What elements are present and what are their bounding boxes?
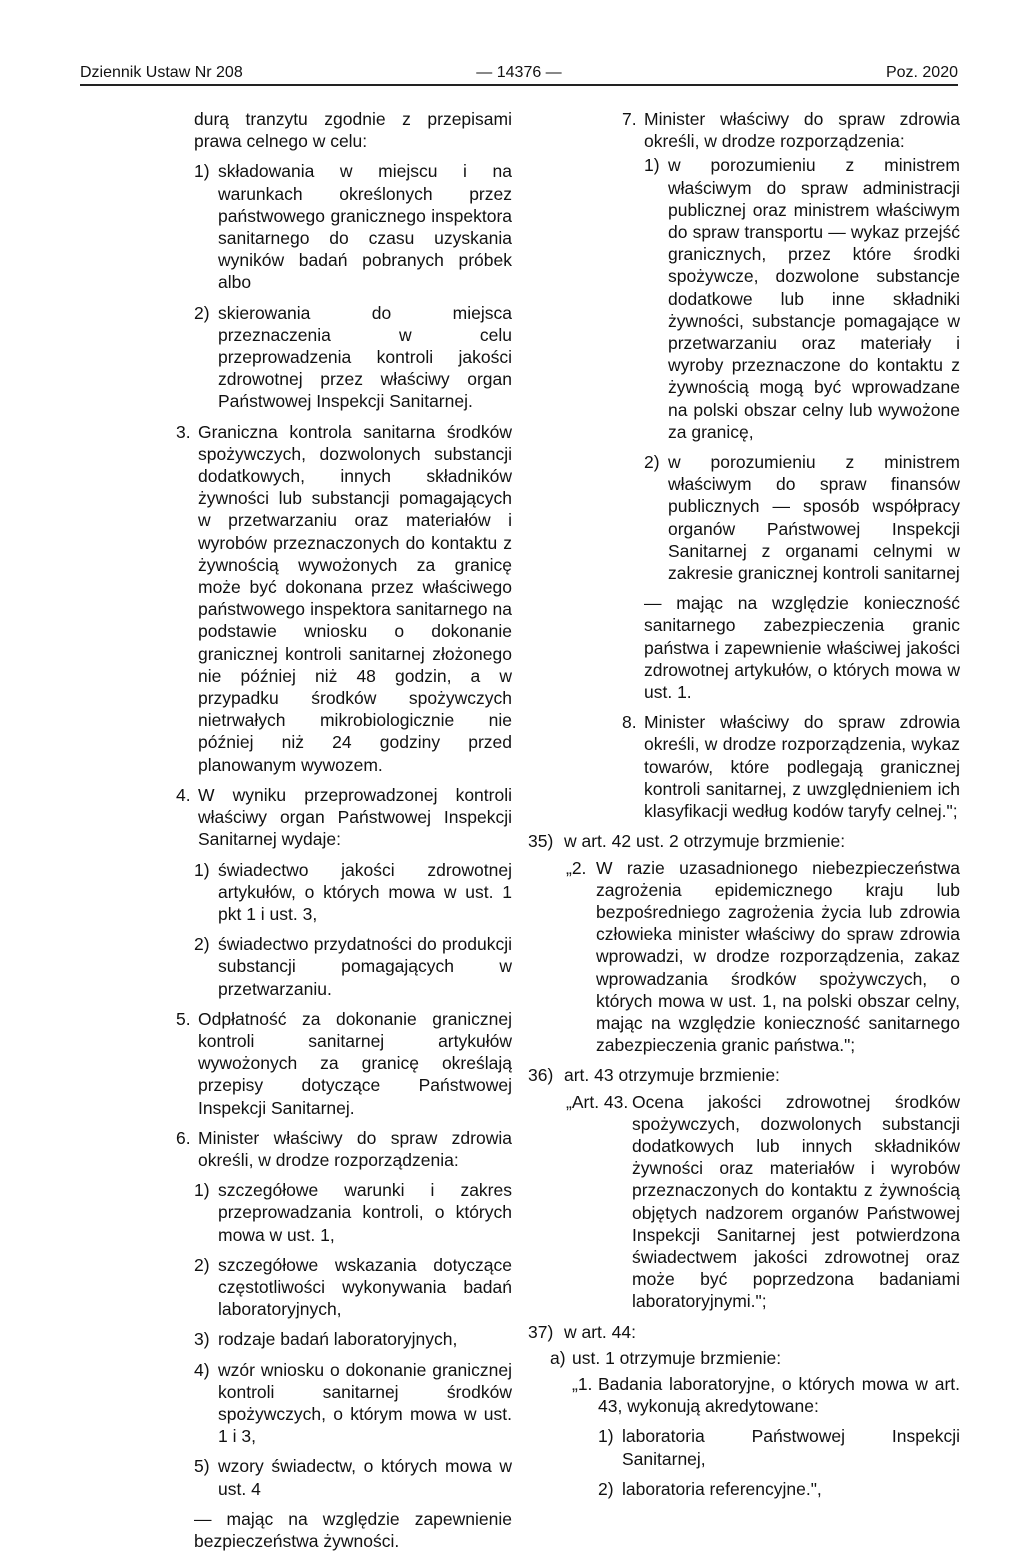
closing-clause: — mając na względzie konieczność sanitarnego zabezpieczenia granic państwa i zapewnienie właściwej jakości zdrowotnej artykułów, o których mowa w ust. 1.: [644, 593, 960, 703]
amendment-35: 35) w art. 42 ust. 2 otrzymuje brzmienie:: [528, 831, 846, 852]
list-item: 1) laboratoria Państwowej Inspekcji Sanitarnej,: [598, 1426, 960, 1469]
list-item: 1) szczegółowe warunki i zakres przeprowadzania kontroli, o których mowa w ust. 1,: [194, 1180, 512, 1245]
list-item: 4) wzór wniosku o dokonanie granicznej kontroli sanitarnej środków spożywczych, o którym mowa w ust. 1 i 3,: [194, 1359, 512, 1447]
intro-paragraph: durą tranzytu zgodnie z przepisami prawa celnego w celu:: [194, 109, 512, 152]
closing-clause: — mając na względzie zapewnienie bezpieczeństwa żywności.: [194, 1508, 512, 1551]
list-item: 1) składowania w miejscu i na warunkach określonych przez państwowego granicznego inspektora sanitarnego do czasu uzyskania wyników badań pobranych próbek albo: [194, 161, 512, 293]
paragraph-4: 4. W wyniku przeprowadzonej kontroli właściwy organ Państwowej Inspekcji Sanitarnej wydaje:: [176, 784, 512, 850]
amendment-37: 37) w art. 44:: [528, 1321, 636, 1342]
page-number: — 14376 —: [476, 64, 562, 81]
list-item: 2) świadectwo przydatności do produkcji substancji pomagających w przetwarzaniu.: [194, 934, 512, 999]
page-header: [80, 62, 958, 86]
journal-title: Dziennik Ustaw Nr 208: [80, 64, 243, 81]
list-item: 2) w porozumieniu z ministrem właściwym do spraw finansów publicznych — sposób współpracy organów Państwowej Inspekcji Sanitarnej z organami celnymi w zakresie granicznej kontroli sanitarnej: [644, 452, 960, 584]
paragraph-3: 3. Graniczna kontrola sanitarna środków spożywczych, dozwolonych substancji dodatkowych, innych składników żywności lub substancji pomagających w przetwarzaniu oraz materiałów i wyrobów przeznaczonych do kontaktu z żywnością wywożonych za granicę może być dokonana przez właściwego państwowego inspektora sanitarnego na podstawie wniosku o dokonanie granicznej kontroli sanitarnej złożonego nie później niż 48 godzin, a w przypadku środków spożywczych nietrwałych mikrobiologicznie nie później niż 24 godziny przed planowanym wywozem.: [176, 421, 512, 775]
paragraph-7: 7. Minister właściwy do spraw zdrowia określi, w drodze rozporządzenia:: [622, 109, 960, 152]
list-item: 3) rodzaje badań laboratoryjnych,: [194, 1329, 458, 1350]
list-item: 1) w porozumieniu z ministrem właściwym do spraw administracji publicznej oraz ministrem właściwym do spraw transportu — wykaz przejść granicznych, przez które środki spożywcze, dozwolone substancje dodatkowe lub inne składniki żywności, substancje pomagające w przetwarzaniu oraz materiały i wyroby przeznaczone do kontaktu z żywnością mogą być wprowadzane na polski obszar celny lub wywożone za granicę,: [644, 155, 960, 442]
list-item: 2) laboratoria referencyjne.",: [598, 1478, 822, 1499]
left-column: [176, 108, 512, 1552]
list-item: 2) szczegółowe wskazania dotyczące częstotliwości wykonywania badań laboratoryjnych,: [194, 1254, 512, 1320]
list-item: 2) skierowania do miejsca przeznaczenia w celu przeprowadzenia kontroli jakości zdrowotnej przez właściwy organ Państwowej Inspekcji Sanitarnej.: [194, 302, 512, 412]
paragraph-8: 8. Minister właściwy do spraw zdrowia określi, w drodze rozporządzenia, wykaz towarów, które podlegają granicznej kontroli sanitarnej, z uwzględnieniem ich klasyfikacji według kodów taryfy celnej.";: [622, 712, 960, 822]
paragraph-5: 5. Odpłatność za dokonanie granicznej kontroli sanitarnej artykułów wywożonych za granicę określają przepisy dotyczące Państwowej Inspekcji Sanitarnej.: [176, 1008, 512, 1118]
list-item: 1) świadectwo jakości zdrowotnej artykułów, o których mowa w ust. 1 pkt 1 i ust. 3,: [194, 859, 512, 924]
list-item: 5) wzory świadectw, o których mowa w ust. 4: [194, 1456, 512, 1499]
paragraph-6: 6. Minister właściwy do spraw zdrowia określi, w drodze rozporządzenia:: [176, 1127, 512, 1170]
position-number: Poz. 2020: [885, 64, 958, 81]
amendment-37-quote: „1. Badania laboratoryjne, o których mowa w art. 43, wykonują akredytowane:: [572, 1373, 960, 1417]
amendment-36-quote: „Art. 43. Ocena jakości zdrowotnej środków spożywczych, dozwolonych substancji dodatkowych lub innych składników żywności oraz materiałów i wyrobów przeznaczonych do kontaktu z żywnością objętych nadzorem organów Państwowej Inspekcji Sanitarnej jest potwierdzona świadectwem jakości zdrowotnej oraz może być poprzedzona badaniami laboratoryjnymi.";: [566, 1091, 960, 1312]
right-column: [528, 108, 960, 1508]
amendment-35-quote: „2. W razie uzasadnionego niebezpieczeństwa zagrożenia epidemicznego kraju lub bezpośredniego zagrożenia życia lub zdrowia człowieka minister właściwy do spraw zdrowia wprowadzi, w drodze rozporządzenia, zakaz wprowadzania środków spożywczych, o których mowa w ust. 1, na polski obszar celny, mając na względzie konieczność sanitarnego zabezpieczenia granic państwa.";: [566, 857, 960, 1056]
amendment-37-a: a) ust. 1 otrzymuje brzmienie:: [550, 1347, 782, 1368]
amendment-36: 36) art. 43 otrzymuje brzmienie:: [528, 1065, 780, 1086]
